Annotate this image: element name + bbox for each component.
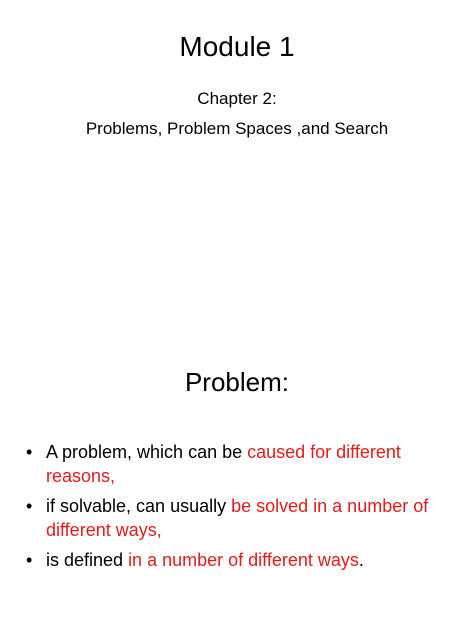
chapter-title: Problems, Problem Spaces ,and Search (85, 119, 389, 138)
bullet-text: if solvable, can usually (46, 496, 232, 516)
bullet-item (24, 494, 450, 542)
problem-heading: Problem: (184, 367, 290, 397)
slide-problem (0, 316, 474, 632)
bullet-icon: • (26, 442, 33, 462)
chapter-label: Chapter 2: (197, 89, 277, 108)
module-title: Module 1 (179, 31, 295, 62)
bullet-item (24, 548, 450, 572)
bullet-icon: • (26, 496, 33, 516)
bullet-icon: • (26, 550, 33, 570)
bullet-item (24, 440, 450, 488)
bullet-text: is defined (46, 550, 129, 570)
bullet-list (24, 440, 450, 578)
bullet-highlight: be solved in a number of different ways, (46, 496, 429, 540)
bullet-highlight: caused for different reasons, (46, 442, 401, 486)
bullet-text-after: . (358, 550, 364, 570)
bullet-text: A problem, which can be (46, 442, 248, 462)
bullet-highlight: in a number of different ways (128, 550, 359, 570)
